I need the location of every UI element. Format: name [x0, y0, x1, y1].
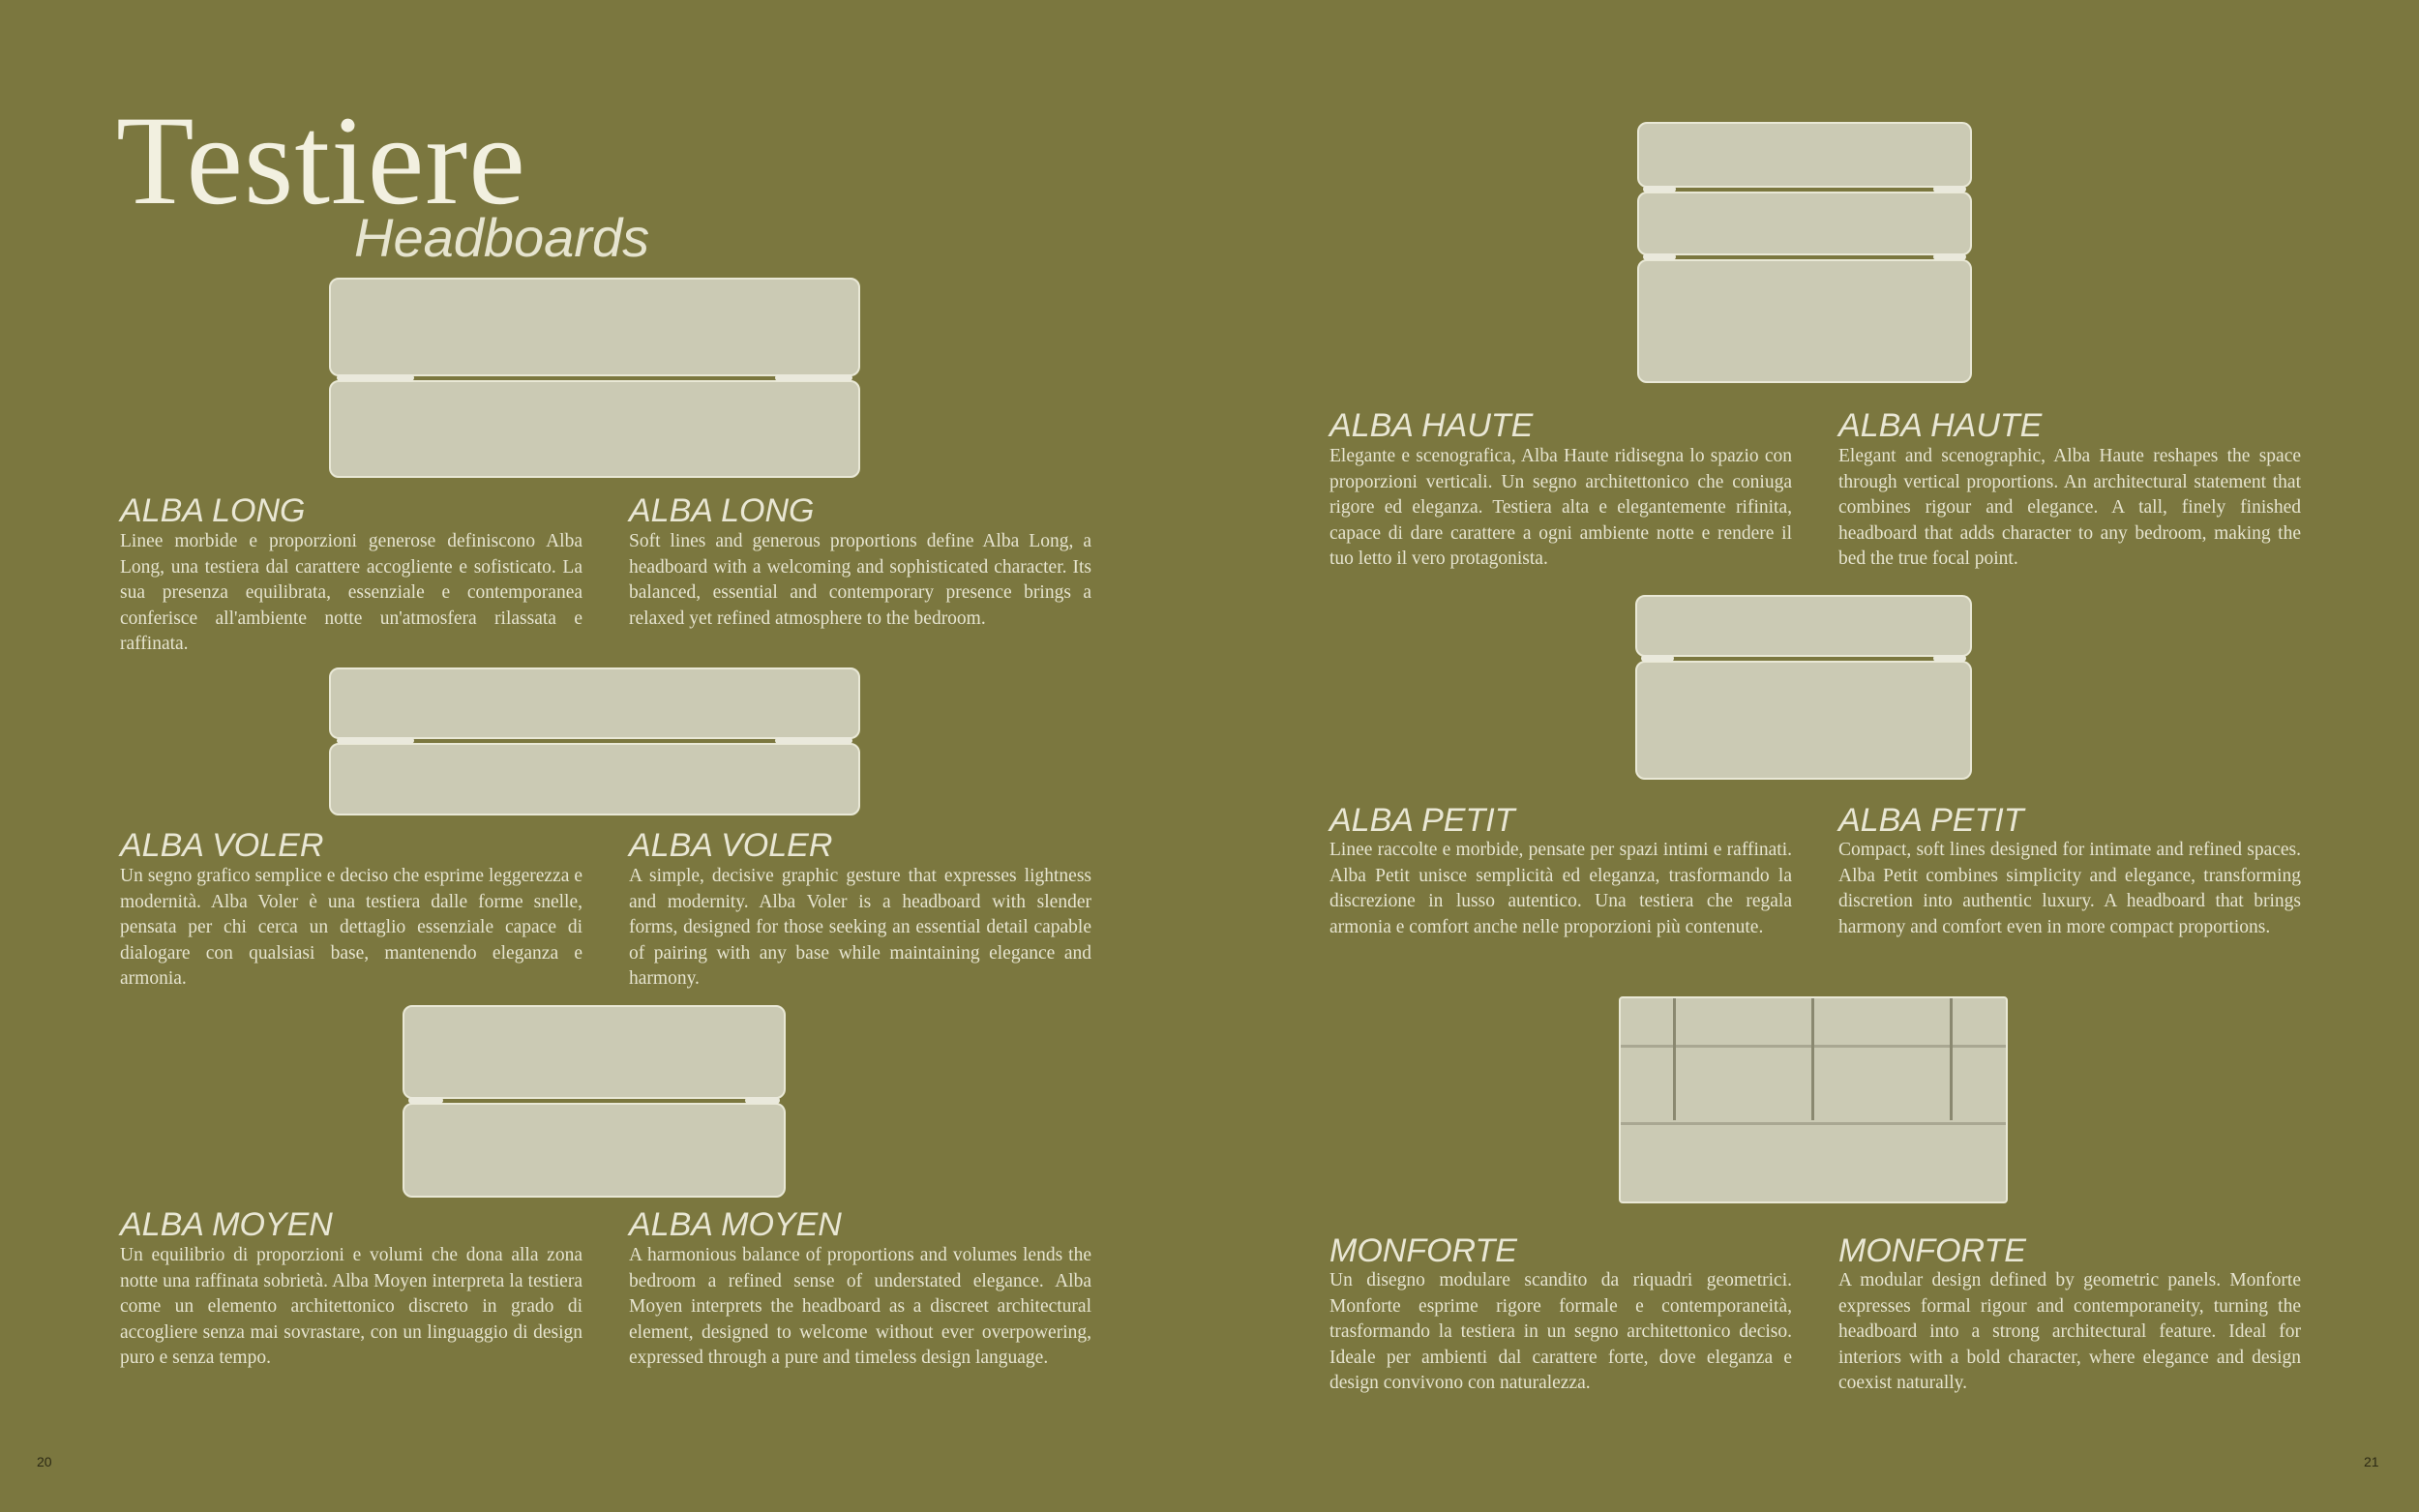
alba-haute-illustration	[1637, 122, 1972, 383]
alba-moyen-illustration	[403, 1005, 786, 1198]
product-description-en: A simple, decisive graphic gesture that expresses lightness and modernity. Alba Voler is a headboard with slender forms, designed for those seeking an essential detail capable of pairing with any base while maintaining elegance and harmony.	[629, 866, 1091, 989]
product-description-it: Un equilibrio di proporzioni e volumi che dona alla zona notte una raffinata sobrietà. Alba Moyen interpreta la testiera come un elemento architettonico discreto in grado di accogliere senza mai sovrastare, con un linguaggio di design puro e senza tempo.	[120, 1245, 582, 1368]
product-name-it: MONFORTE	[1329, 1232, 1517, 1269]
product-description-it: Linee morbide e proporzioni generose definiscono Alba Long, una testiera dal carattere accogliente e sofisticato. La sua presenza equilibrata, essenziale e contemporanea conferisce all'ambiente notte un'atmosfera rilassata e raffinata.	[120, 531, 582, 654]
product-description-en: A modular design defined by geometric panels. Monforte expresses formal rigour and contemporaneity, turning the headboard into a strong architectural feature. Ideal for interiors with a bold character, where elegance and design coexist naturally.	[1838, 1270, 2301, 1393]
page-subtitle: Headboards	[354, 207, 650, 268]
product-description-it: Elegante e scenografica, Alba Haute ridisegna lo spazio con proporzioni verticali. Un segno architettonico che coniuga rigore ed eleganza. Testiera alta e elegantemente rifinita, capace di dare carattere a ogni ambiente notte e rendere il tuo letto il vero protagonista.	[1329, 446, 1792, 569]
product-name-it: ALBA MOYEN	[120, 1206, 333, 1243]
alba-voler-illustration	[329, 667, 860, 815]
product-name-it: ALBA PETIT	[1329, 802, 1515, 839]
product-name-en: ALBA HAUTE	[1838, 407, 2043, 444]
product-description-it: Un segno grafico semplice e deciso che esprime leggerezza e modernità. Alba Voler è una testiera dalle forme snelle, pensata per chi cerca un dettaglio essenziale capace di dialogare con qualsiasi base, mantenendo eleganza e armonia.	[120, 866, 582, 989]
product-name-en: MONFORTE	[1838, 1232, 2026, 1269]
monforte-illustration	[1619, 996, 2008, 1203]
page-number-left: 20	[37, 1454, 52, 1469]
page-title: Testiere	[116, 89, 526, 231]
product-description-it: Un disegno modulare scandito da riquadri geometrici. Monforte esprime rigore formale e contemporaneità, trasformando la testiera in un segno architettonico deciso. Ideale per ambienti dal carattere forte, dove eleganza e design convivono con naturalezza.	[1329, 1270, 1792, 1393]
alba-long-illustration	[329, 278, 860, 478]
product-name-it: ALBA HAUTE	[1329, 407, 1534, 444]
product-name-en: ALBA LONG	[629, 492, 815, 529]
product-name-it: ALBA VOLER	[120, 827, 324, 864]
product-name-en: ALBA VOLER	[629, 827, 833, 864]
product-name-en: ALBA PETIT	[1838, 802, 2024, 839]
page-number-right: 21	[2364, 1454, 2379, 1469]
product-name-it: ALBA LONG	[120, 492, 306, 529]
product-description-en: Soft lines and generous proportions define Alba Long, a headboard with a welcoming and sophisticated character. Its balanced, essential and contemporary presence brings a relaxed yet refined atmosphere to the bedroom.	[629, 531, 1091, 629]
product-description-en: Compact, soft lines designed for intimate and refined spaces. Alba Petit combines simplicity and elegance, transforming discretion into authentic luxury. A headboard that brings harmony and comfort even in more compact proportions.	[1838, 840, 2301, 937]
alba-petit-illustration	[1635, 595, 1972, 780]
product-description-en: Elegant and scenographic, Alba Haute reshapes the space through vertical proportions. An architectural statement that combines rigour and elegance. A tall, finely finished headboard that adds character to any bedroom, making the bed the true focal point.	[1838, 446, 2301, 569]
product-name-en: ALBA MOYEN	[629, 1206, 842, 1243]
product-description-it: Linee raccolte e morbide, pensate per spazi intimi e raffinati. Alba Petit unisce semplicità ed eleganza, trasformando la discrezione in lusso autentico. Una testiera che regala armonia e comfort anche nelle proporzioni più contenute.	[1329, 840, 1792, 937]
product-description-en: A harmonious balance of proportions and volumes lends the bedroom a refined sense of understated elegance. Alba Moyen interprets the headboard as a discreet architectural element, designed to welcome without ever overpowering, expressed through a pure and timeless design language.	[629, 1245, 1091, 1368]
